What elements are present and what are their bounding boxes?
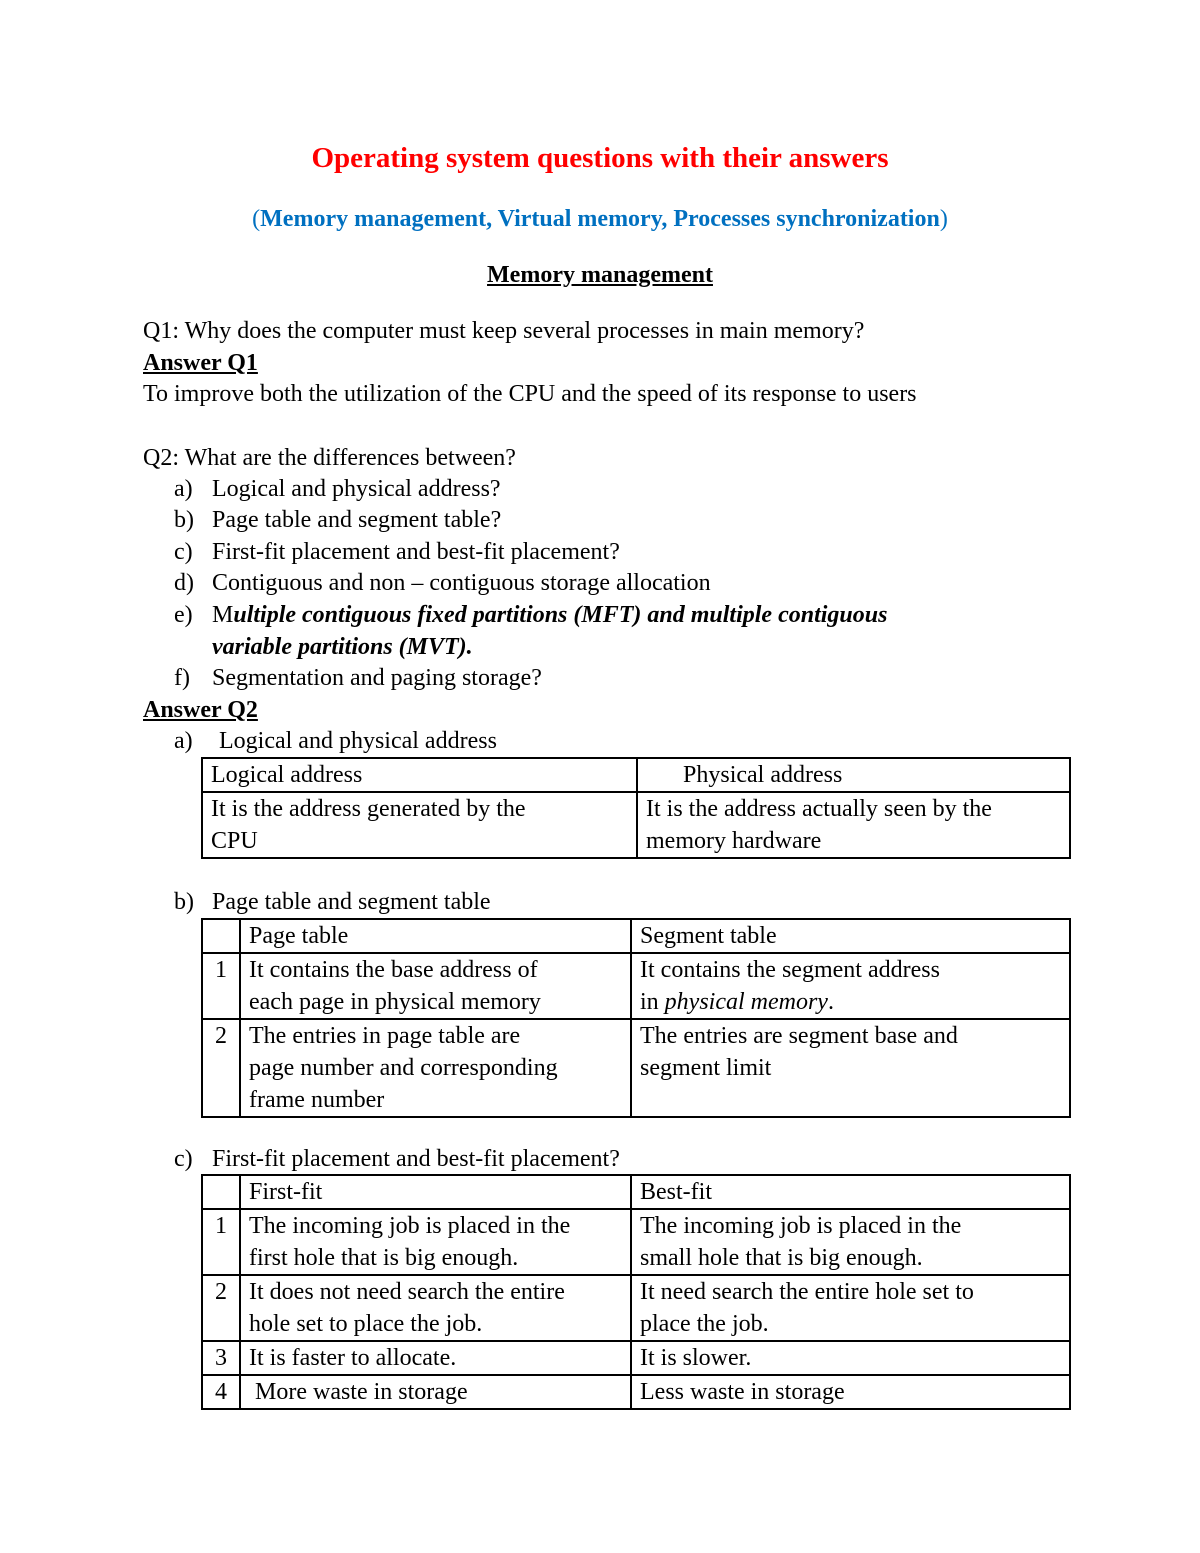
list-item-text-first: M [212, 602, 234, 628]
q2-answer-label: Answer Q2 [143, 697, 258, 723]
table-header-cell [202, 1175, 240, 1209]
list-item-text: First-fit placement and best-fit placement? [212, 1146, 620, 1172]
list-item [174, 536, 1074, 568]
table-cell [637, 792, 1070, 858]
list-marker: f) [174, 665, 190, 691]
table-header-cell: Best-fit [631, 1175, 1070, 1209]
cell-line: each page in physical memory [249, 989, 541, 1015]
list-item-text: Contiguous and non – contiguous storage allocation [212, 570, 711, 596]
list-item-text-line2: variable partitions (MVT). [212, 634, 473, 660]
table-header-cell: First-fit [240, 1175, 631, 1209]
q1-question: Q1: Why does the computer must keep several processes in main memory? [143, 318, 865, 344]
row-number: 1 [202, 953, 240, 1019]
logical-physical-table [201, 757, 1071, 859]
first-best-fit-table [201, 1174, 1071, 1410]
table-header-cell: Logical address [202, 758, 637, 792]
table-cell: More waste in storage [240, 1375, 631, 1409]
list-marker: a) [174, 476, 193, 502]
row-number: 2 [202, 1019, 240, 1117]
list-marker: d) [174, 570, 194, 596]
list-item-text: Segmentation and paging storage? [212, 665, 542, 691]
list-item [174, 662, 1074, 694]
table-row [202, 953, 1070, 1019]
cell-line: The incoming job is placed in the [640, 1213, 962, 1239]
page-title: Operating system questions with their answers [311, 142, 889, 174]
list-marker: e) [174, 602, 193, 628]
table-row [202, 1019, 1070, 1117]
cell-line: frame number [249, 1087, 385, 1113]
table-header-cell [202, 919, 240, 953]
section-heading: Memory management [487, 262, 713, 288]
row-number: 3 [202, 1341, 240, 1375]
cell-line: page number and corresponding [249, 1055, 558, 1081]
cell-line: small hole that is big enough. [640, 1245, 923, 1271]
list-item-text [212, 599, 887, 631]
list-item-text-emphasis: ultiple contiguous fixed partitions (MFT) and multiple contiguous [233, 602, 888, 628]
table-cell: It is faster to allocate. [240, 1341, 631, 1375]
cell-line: It is the address generated by the [211, 796, 526, 822]
list-item [174, 567, 1074, 599]
list-item-text: Logical and physical address? [212, 476, 501, 502]
table-cell [202, 792, 637, 858]
subtitle-close-paren: ) [939, 206, 948, 232]
answer-b-heading [174, 886, 1074, 918]
cell-line: first hole that is big enough. [249, 1245, 519, 1271]
q1-answer-label: Answer Q1 [143, 350, 258, 376]
table-row [202, 1209, 1070, 1275]
table-cell [240, 953, 631, 1019]
row-number: 2 [202, 1275, 240, 1341]
table-cell [631, 1209, 1070, 1275]
cell-line: The incoming job is placed in the [249, 1213, 571, 1239]
table-cell [631, 1275, 1070, 1341]
cell-line: The entries in page table are [249, 1023, 521, 1049]
list-item-text: Page table and segment table [212, 889, 491, 915]
cell-line: CPU [211, 828, 258, 854]
table-row [202, 1341, 1070, 1375]
table-header-cell: Physical address [637, 758, 1070, 792]
row-number: 1 [202, 1209, 240, 1275]
cell-line [640, 986, 1069, 1018]
list-item [174, 473, 1074, 505]
table-header-row [202, 758, 1070, 792]
table-row [202, 792, 1070, 858]
cell-line: place the job. [640, 1311, 769, 1337]
table-header-row [202, 1175, 1070, 1209]
list-marker: b) [174, 889, 194, 915]
cell-line: It need search the entire hole set to [640, 1279, 974, 1305]
subtitle-text: Memory management, Virtual memory, Processes synchronization [260, 206, 940, 232]
table-cell [631, 953, 1070, 1019]
cell-line: It does not need search the entire [249, 1279, 565, 1305]
list-item-text: First-fit placement and best-fit placement? [212, 539, 620, 565]
cell-line: segment limit [640, 1055, 772, 1081]
cell-line: It contains the segment address [640, 957, 940, 983]
q2-question: Q2: What are the differences between? [143, 445, 516, 471]
cell-text: . [827, 989, 834, 1015]
cell-text-italic: physical memory [664, 989, 828, 1015]
list-marker: c) [174, 1146, 193, 1172]
table-cell [631, 1019, 1070, 1117]
page-segment-table [201, 918, 1071, 1118]
list-marker: b) [174, 507, 194, 533]
answer-c-heading [174, 1143, 1074, 1175]
cell-line: memory hardware [646, 828, 822, 854]
cell-line: It is the address actually seen by the [646, 796, 992, 822]
cell-line: The entries are segment base and [640, 1023, 958, 1049]
table-header-row [202, 919, 1070, 953]
table-cell: Less waste in storage [631, 1375, 1070, 1409]
list-marker: c) [174, 539, 193, 565]
q1-answer: To improve both the utilization of the CPU and the speed of its response to users [143, 381, 917, 407]
table-cell: It is slower. [631, 1341, 1070, 1375]
subtitle-open-paren: ( [252, 206, 261, 232]
list-item-text: Logical and physical address [219, 728, 497, 754]
list-item [174, 504, 1074, 536]
cell-line: It contains the base address of [249, 957, 538, 983]
table-cell [240, 1275, 631, 1341]
list-item-text: Page table and segment table? [212, 507, 502, 533]
table-row [202, 1375, 1070, 1409]
cell-text: in [640, 989, 665, 1015]
table-header-cell: Page table [240, 919, 631, 953]
list-item [174, 599, 1074, 663]
cell-line: hole set to place the job. [249, 1311, 483, 1337]
table-cell [240, 1019, 631, 1117]
row-number: 4 [202, 1375, 240, 1409]
table-row [202, 1275, 1070, 1341]
answer-a-heading [174, 725, 1074, 757]
list-marker: a) [174, 728, 193, 754]
page-subtitle [0, 202, 1200, 236]
table-cell [240, 1209, 631, 1275]
table-header-cell: Segment table [631, 919, 1070, 953]
